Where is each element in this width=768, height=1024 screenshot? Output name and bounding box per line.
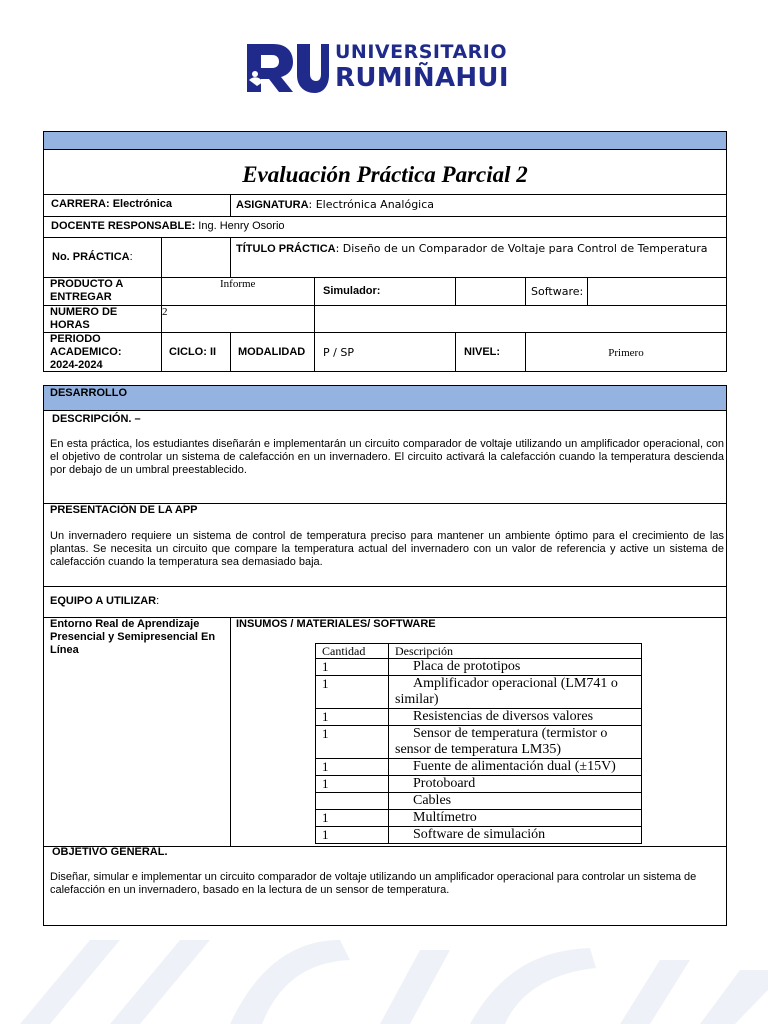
equipo-field: EQUIPO A UTILIZAR:: [50, 595, 160, 607]
no-practica-label: No. PRÁCTICA: [52, 251, 130, 263]
carrera-label: CARRERA: Electrónica: [51, 198, 173, 210]
material-row: [316, 759, 642, 776]
docente-field: [51, 220, 285, 233]
app-text: Un invernadero requiere un sistema de control de temperatura preciso para mantener un ambiente óptimo para el crecimiento de las plantas. Se necesita un circuito que compare la temperatura actual del invernadero con un valor de referencia y active un sistema de calefacción cuando la temperatura sea demasiado baja.: [50, 530, 724, 568]
material-qty: 1: [316, 709, 389, 726]
material-qty: 1: [316, 827, 389, 844]
producto-value: Informe: [220, 278, 256, 290]
col-header-cantidad: Cantidad: [316, 644, 389, 659]
material-desc: Cables: [389, 793, 642, 810]
material-desc: Software de simulación: [389, 827, 642, 844]
material-qty: 1: [316, 776, 389, 793]
descripcion-title: DESCRIPCIÓN. –: [52, 413, 141, 425]
software-label: Software:: [531, 285, 584, 298]
producto-label: PRODUCTO A ENTREGAR: [50, 278, 123, 303]
asignatura-field: [236, 198, 434, 212]
material-desc: Fuente de alimentación dual (±15V): [389, 759, 642, 776]
material-desc: Multímetro: [389, 810, 642, 827]
docente-label: DOCENTE RESPONSABLE:: [51, 220, 196, 232]
material-desc: Sensor de temperatura (termistor o sensor de temperatura LM35): [389, 726, 642, 759]
desarrollo-title: DESARROLLO: [44, 386, 726, 410]
periodo-label: PERIODO ACADEMICO: 2024-2024: [50, 333, 122, 371]
titulo-label: TÍTULO PRÁCTICA: [236, 243, 336, 255]
descripcion-text: En esta práctica, los estudiantes diseñarán e implementarán un circuito comparador de voltaje utilizando un amplificador operacional, con el objetivo de controlar un sistema de calefacción en un invernadero. El circuito activará la calefacción cuando la temperatura descienda por debajo de un umbral preestablecido.: [50, 438, 724, 476]
material-row: [316, 776, 642, 793]
nivel-label: NIVEL:: [464, 346, 501, 358]
material-row: [316, 659, 642, 676]
desarrollo-table: [43, 385, 727, 926]
material-qty: [316, 793, 389, 810]
material-desc: Resistencias de diversos valores: [389, 709, 642, 726]
no-practica-field: No. PRÁCTICA:: [52, 251, 133, 263]
horas-label: NUMERO DE HORAS: [50, 306, 118, 331]
material-desc: Protoboard: [389, 776, 642, 793]
nivel-value: Primero: [608, 347, 644, 359]
page-title: Evaluación Práctica Parcial 2: [242, 162, 528, 187]
material-row: [316, 827, 642, 844]
material-desc: Placa de prototipos: [389, 659, 642, 676]
asignatura-value: : Electrónica Analógica: [308, 198, 435, 211]
material-desc: Amplificador operacional (LM741 o similar): [389, 676, 642, 709]
materials-header-row: [316, 644, 642, 659]
materials-table: [315, 643, 642, 844]
logo-line-2: RUMIÑAHUI: [335, 63, 509, 93]
material-row: [316, 810, 642, 827]
material-qty: 1: [316, 810, 389, 827]
asignatura-label: ASIGNATURA: [236, 199, 309, 211]
docente-value: Ing. Henry Osorio: [195, 220, 285, 232]
entorno-label: Entorno Real de Aprendizaje Presencial y Semipresencial En Línea: [50, 618, 216, 656]
material-qty: 1: [316, 759, 389, 776]
equipo-label: EQUIPO A UTILIZAR: [50, 595, 157, 607]
logo-line-1: UNIVERSITARIO: [335, 41, 508, 63]
objetivo-title: OBJETIVO GENERAL.: [52, 846, 168, 858]
material-qty: 1: [316, 726, 389, 759]
insumos-label: INSUMOS / MATERIALES/ SOFTWARE: [236, 618, 436, 630]
material-row: [316, 709, 642, 726]
material-row: [316, 676, 642, 709]
modalidad-value: P / SP: [323, 346, 354, 359]
material-qty: 1: [316, 676, 389, 709]
university-logo: [243, 40, 513, 94]
ru-logo-icon: [243, 40, 329, 94]
material-row: [316, 726, 642, 759]
simulador-label: Simulador:: [323, 285, 381, 297]
material-row: [316, 793, 642, 810]
app-title: PRESENTACIÓN DE LA APP: [50, 504, 198, 516]
titulo-value: : Diseño de un Comparador de Voltaje para Control de Temperatura: [335, 242, 708, 255]
header-table: [43, 131, 727, 372]
titulo-practica-field: [236, 242, 722, 256]
header-blue-bar: [44, 132, 726, 149]
modalidad-label: MODALIDAD: [238, 346, 306, 358]
objetivo-text: Diseñar, simular e implementar un circuito comparador de voltaje utilizando un amplificador operacional para controlar un sistema de calefacción en un invernadero, basado en la lectura de un sensor de temperatura.: [50, 871, 697, 896]
horas-value: 2: [162, 306, 168, 318]
material-qty: 1: [316, 659, 389, 676]
col-header-descripcion: Descripción: [389, 644, 642, 659]
ciclo-label: CICLO: II: [169, 346, 217, 358]
